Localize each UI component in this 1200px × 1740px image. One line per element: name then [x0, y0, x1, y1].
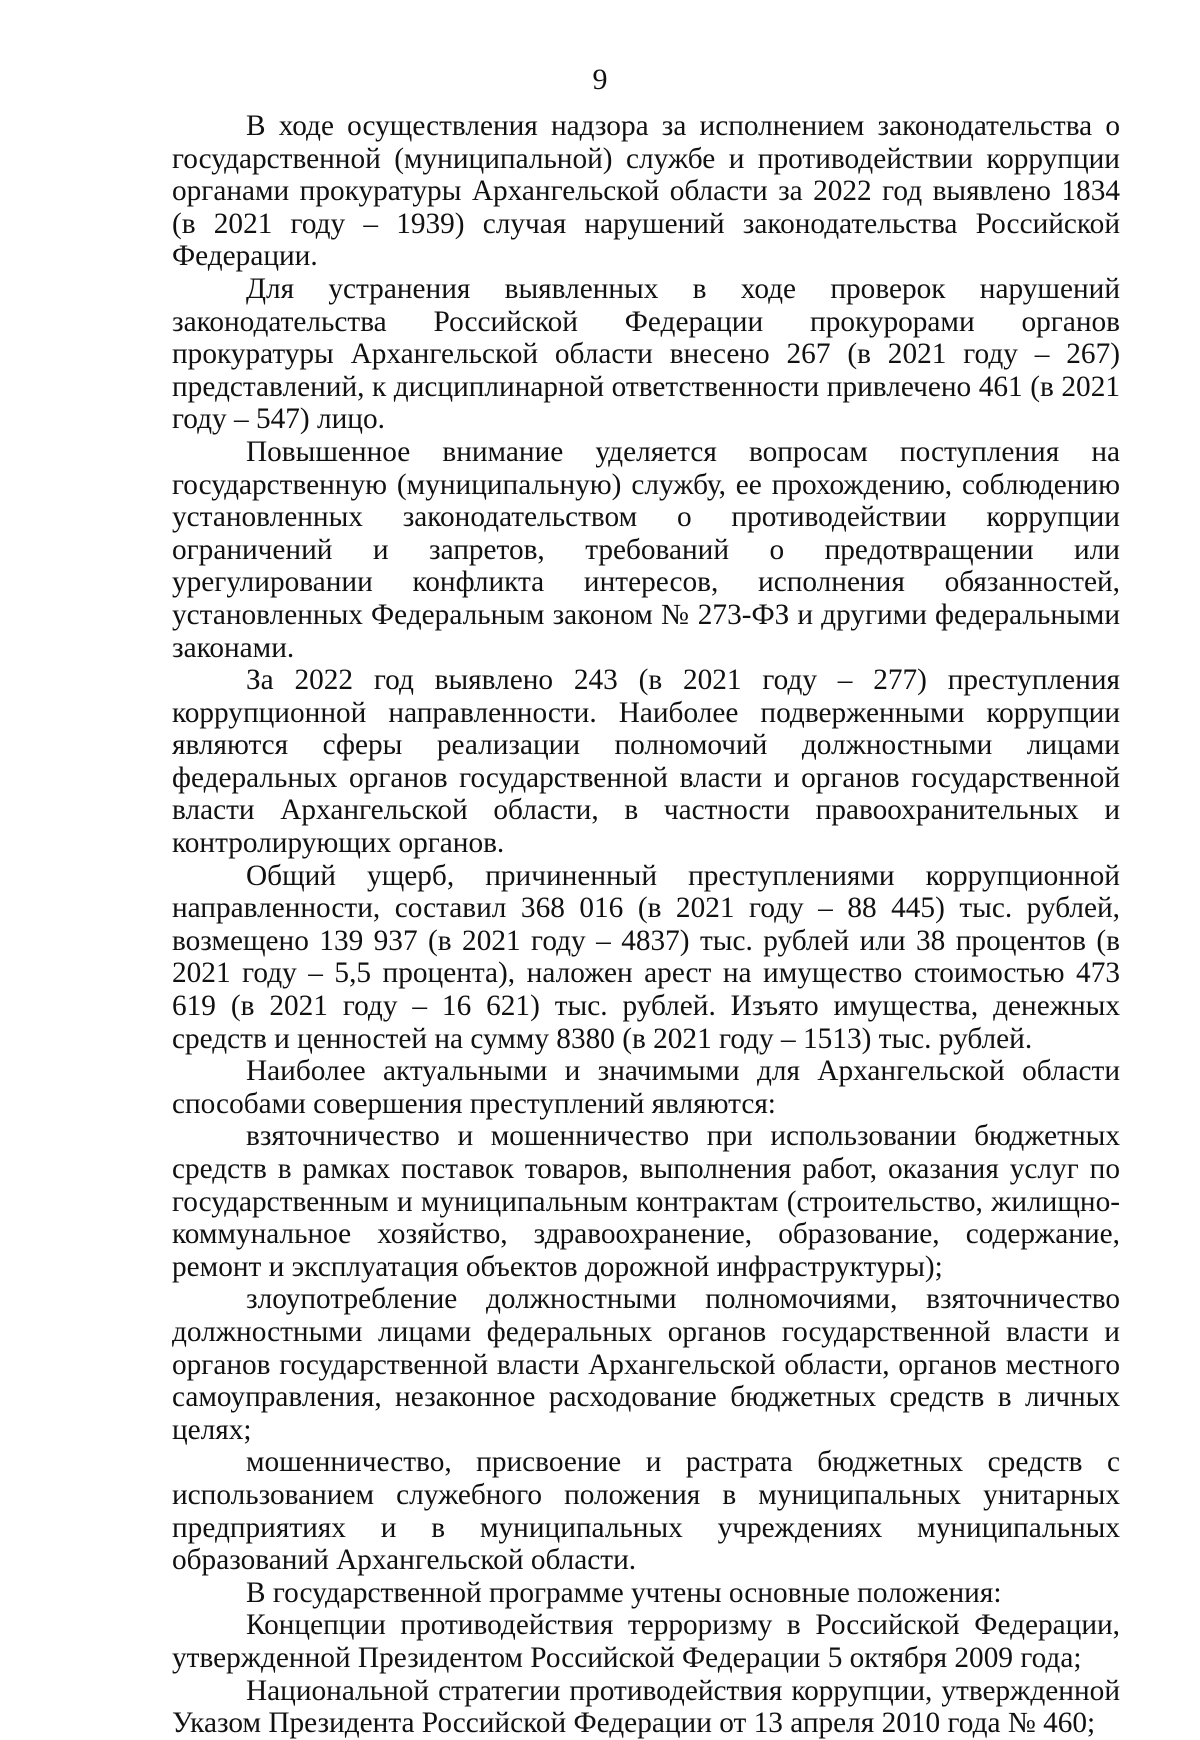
- paragraph-method-embezzlement: мошенничество, присвоение и растрата бюджетных средств с использованием служебного положения в муниципальных унитарных предприятиях и в муниципальных учреждениях муниципальных образований Архангельской области.: [172, 1446, 1120, 1577]
- paragraph-prosecutor-representations: Для устранения выявленных в ходе проверок нарушений законодательства Российской Федерации прокурорами органов прокуратуры Архангельской области внесено 267 (в 2021 году – 267) представлений, к дисциплинарной ответственности привлечено 461 (в 2021 году – 547) лицо.: [172, 272, 1120, 436]
- paragraph-damage-total: Общий ущерб, причиненный преступлениями коррупционной направленности, составил 368 016 (в 2021 году – 88 445) тыс. рублей, возмещено 139 937 (в 2021 году – 4837) тыс. рублей или 38 процентов (в 2021 году – 5,5 процента), наложен арест на имущество стоимостью 473 619 (в 2021 году – 16 621) тыс. рублей. Изъято имущества, денежных средств и ценностей на сумму 8380 (в 2021 году – 1513) тыс. рублей.: [172, 859, 1120, 1055]
- paragraph-program-provisions: В государственной программе учтены основные положения:: [246, 1576, 1002, 1609]
- document-body: [172, 110, 1120, 1740]
- paragraph-corruption-crimes: За 2022 год выявлено 243 (в 2021 году – 277) преступления коррупционной направленности. Наиболее подверженными коррупции являются сферы реализации полномочий должностными лицами федеральных органов государственной власти и органов государственной власти Архангельской области, в частности правоохранительных и контролирующих органов.: [172, 664, 1120, 860]
- page-number: 9: [592, 63, 608, 96]
- paragraph-civil-service-attention: Повышенное внимание уделяется вопросам поступления на государственную (муниципальную) службу, ее прохождению, соблюдению установленных законодательством о противодействии коррупции ограничений и запретов, требований о предотвращении или урегулировании конфликта интересов, исполнения обязанностей, установленных Федеральным законом № 273-ФЗ и другими федеральными законами.: [172, 435, 1120, 664]
- paragraph-oversight-violations: В ходе осуществления надзора за исполнением законодательства о государственной (муниципальной) службе и противодействии коррупции органами прокуратуры Архангельской области за 2022 год выявлено 1834 (в 2021 году – 1939) случая нарушений законодательства Российской Федерации.: [172, 110, 1120, 273]
- paragraph-methods-intro: Наиболее актуальными и значимыми для Архангельской области способами совершения преступлений являются:: [172, 1055, 1120, 1120]
- paragraph-anticorruption-strategy: Национальной стратегии противодействия коррупции, утвержденной Указом Президента Российской Федерации от 13 апреля 2010 года № 460;: [172, 1674, 1120, 1740]
- paragraph-terrorism-concept: Концепции противодействия терроризму в Российской Федерации, утвержденной Президентом Российской Федерации 5 октября 2009 года;: [172, 1609, 1120, 1674]
- paragraph-method-bribery-fraud: взяточничество и мошенничество при использовании бюджетных средств в рамках поставок товаров, выполнения работ, оказания услуг по государственным и муниципальным контрактам (строительство, жилищно-коммунальное хозяйство, здравоохранение, образование, содержание, ремонт и эксплуатация объектов дорожной инфраструктуры);: [172, 1120, 1120, 1283]
- paragraph-method-abuse-of-power: злоупотребление должностными полномочиями, взяточничество должностными лицами федеральных органов государственной власти и органов государственной власти Архангельской области, органов местного самоуправления, незаконное расходование бюджетных средств в личных целях;: [172, 1283, 1120, 1446]
